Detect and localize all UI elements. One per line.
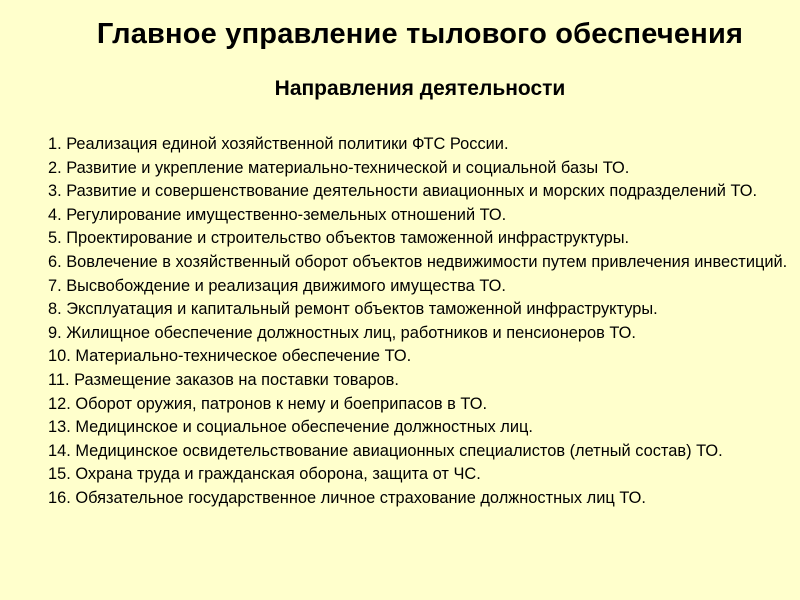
list-item: 11. Размещение заказов на поставки товаров.	[48, 370, 399, 389]
list-item: 4. Регулирование имущественно-земельных отношений ТО.	[48, 205, 507, 224]
page-title: Главное управление тылового обеспечения	[96, 18, 744, 50]
list-item: 1. Реализация единой хозяйственной политики ФТС России.	[48, 135, 509, 153]
list-item: 10. Материально-техническое обеспечение ТО.	[48, 347, 412, 366]
list-item: 5. Проектирование и строительство объектов таможенной инфраструктуры.	[48, 229, 630, 248]
page-subtitle: Направления деятельности	[274, 77, 566, 100]
list-item: 2. Развитие и укрепление материально-технической и социальной базы ТО.	[48, 158, 630, 177]
activity-list	[8, 133, 794, 511]
list-item: 6. Вовлечение в хозяйственный оборот объектов недвижимости путем привлечения инвестиций.	[48, 252, 788, 271]
list-item: 14. Медицинское освидетельствование авиационных специалистов (летный состав) ТО.	[48, 441, 723, 460]
list-item: 13. Медицинское и социальное обеспечение должностных лиц.	[48, 418, 533, 437]
list-item: 12. Оборот оружия, патронов к нему и боеприпасов в ТО.	[48, 394, 488, 413]
list-item: 9. Жилищное обеспечение должностных лиц, работников и пенсионеров ТО.	[48, 323, 636, 342]
list-item: 16. Обязательное государственное личное страхование должностных лиц ТО.	[48, 488, 646, 507]
list-item: 15. Охрана труда и гражданская оборона, защита от ЧС.	[48, 465, 481, 484]
list-item: 7. Высвобождение и реализация движимого имущества ТО.	[48, 276, 506, 295]
list-item: 3. Развитие и совершенствование деятельности авиационных и морских подразделений ТО.	[48, 182, 758, 201]
list-item: 8. Эксплуатация и капитальный ремонт объектов таможенной инфраструктуры.	[48, 300, 658, 319]
